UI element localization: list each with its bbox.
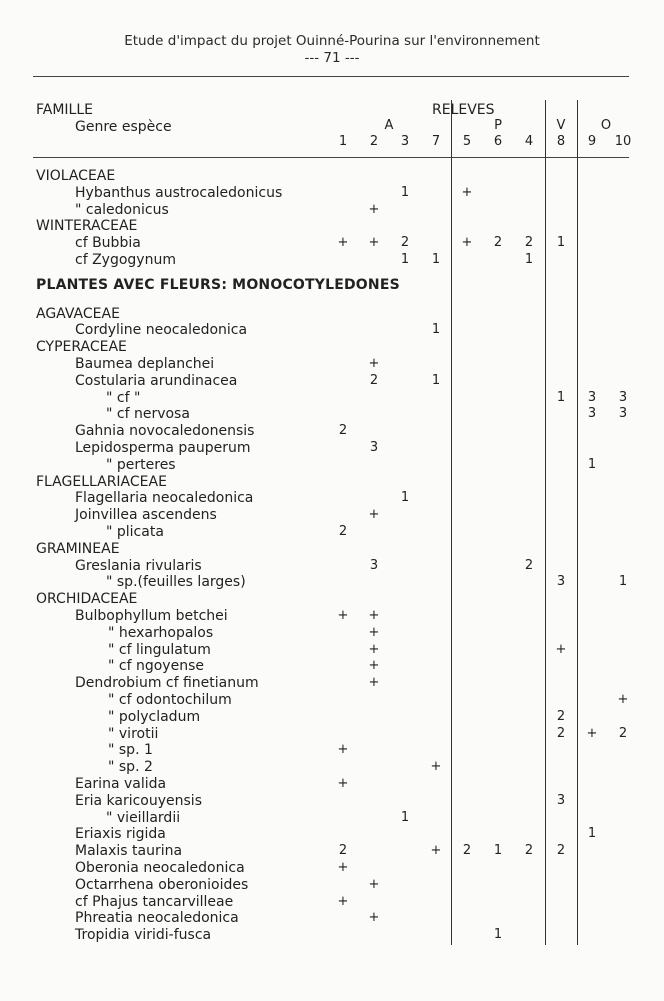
cell-value: 1	[400, 252, 410, 267]
column-divider	[451, 100, 452, 945]
cell-value: +	[430, 759, 442, 775]
column-number: 4	[524, 134, 534, 149]
species-name: " sp.(feuilles larges)	[106, 574, 246, 591]
cell-value: 2	[338, 843, 348, 859]
species-name: Earina valida	[75, 776, 167, 792]
cell-value: +	[337, 608, 349, 623]
cell-value: +	[586, 725, 598, 741]
cell-value: 1	[400, 184, 410, 200]
cell-value: 1	[556, 389, 566, 405]
cell-value: 2	[524, 843, 534, 859]
species-name: Lepidosperma pauperum	[75, 440, 251, 456]
cell-value: +	[337, 742, 349, 758]
cell-value: +	[461, 235, 473, 251]
cell-value: 1	[431, 322, 441, 338]
species-name: cf Phajus tancarvilleae	[75, 893, 234, 910]
cell-value: 1	[431, 372, 441, 388]
column-number: 6	[493, 134, 503, 149]
species-name: " cf "	[106, 389, 141, 406]
cell-value: 1	[400, 490, 410, 506]
species-name: " cf lingulatum	[108, 641, 211, 658]
genre-espece-heading: Genre espèce	[75, 119, 172, 135]
cell-value: +	[555, 641, 567, 657]
species-name: Octarrhena oberonioides	[75, 876, 249, 893]
column-number: 2	[369, 134, 379, 149]
cell-value: 1	[587, 456, 597, 472]
species-name: Phreatia neocaledonica	[75, 910, 239, 927]
cell-value: 2	[556, 708, 566, 724]
species-name: " sp. 1	[108, 742, 153, 759]
cell-value: +	[368, 876, 380, 892]
cell-value: 3	[587, 406, 597, 422]
cell-value: +	[368, 608, 380, 623]
species-name: Costularia arundinacea	[75, 372, 238, 389]
column-number: 5	[462, 134, 472, 149]
cell-value: 2	[462, 843, 472, 859]
cell-value: 3	[618, 406, 628, 422]
cell-value: 3	[369, 557, 379, 573]
cell-value: 3	[556, 792, 566, 808]
cell-value: 2	[369, 372, 379, 388]
species-name: Joinvillea ascendens	[75, 507, 217, 524]
cell-value: 2	[618, 725, 628, 741]
species-name: Hybanthus austrocaledonicus	[75, 184, 283, 201]
species-name: cf Bubbia	[75, 235, 141, 252]
cell-value: 2	[556, 843, 566, 859]
species-name: " vieillardii	[106, 809, 181, 826]
species-name: " plicata	[106, 524, 164, 540]
column-number: 10	[614, 134, 632, 149]
family-name: GRAMINEAE	[36, 540, 120, 557]
family-name: WINTERACEAE	[36, 218, 138, 235]
species-name: Flagellaria neocaledonica	[75, 490, 254, 507]
cell-value: 3	[369, 440, 379, 455]
cell-value: +	[337, 893, 349, 909]
column-number: 1	[338, 134, 348, 149]
group-label: O	[600, 118, 612, 133]
cell-value: +	[368, 658, 380, 674]
famille-heading: FAMILLE	[36, 102, 93, 118]
column-number: 9	[587, 134, 597, 149]
cell-value: 3	[587, 389, 597, 405]
cell-value: 1	[431, 252, 441, 267]
species-name: " cf odontochilum	[108, 692, 232, 708]
species-name: Dendrobium cf finetianum	[75, 675, 259, 692]
cell-value: 2	[338, 423, 348, 439]
cell-value: +	[368, 675, 380, 691]
cell-value: +	[617, 692, 629, 707]
column-divider	[577, 100, 578, 945]
cell-value: 1	[587, 826, 597, 842]
family-name: ORCHIDACEAE	[36, 591, 138, 608]
species-name: Baumea deplanchei	[75, 356, 215, 372]
cell-value: 3	[618, 389, 628, 405]
cell-value: +	[430, 843, 442, 859]
cell-value: 3	[556, 574, 566, 590]
cell-value: +	[368, 624, 380, 640]
document-title: Etude d'impact du projet Ouinné-Pourina sur l'environnement	[124, 33, 540, 49]
column-number: 8	[556, 134, 566, 149]
cell-value: 1	[556, 235, 566, 251]
species-name: " cf ngoyense	[108, 658, 204, 675]
page-number: --- 71 ---	[304, 50, 360, 66]
cell-value: +	[368, 910, 380, 926]
species-name: " polycladum	[108, 708, 201, 725]
family-name: CYPERACEAE	[36, 339, 127, 356]
cell-value: +	[337, 860, 349, 875]
species-name: Cordyline neocaledonica	[75, 322, 248, 339]
species-name: Greslania rivularis	[75, 557, 202, 574]
species-name: Eria karicouyensis	[75, 792, 202, 809]
species-name: " perteres	[106, 456, 176, 473]
cell-value: 1	[400, 809, 410, 825]
species-name: " cf nervosa	[106, 406, 190, 423]
family-name: AGAVACEAE	[36, 305, 120, 322]
cell-value: +	[368, 507, 380, 523]
cell-value: 1	[524, 252, 534, 267]
species-name: " hexarhopalos	[108, 624, 214, 641]
group-label: A	[384, 118, 394, 133]
cell-value: 2	[556, 725, 566, 741]
cell-value: 2	[524, 235, 534, 251]
cell-value: +	[337, 776, 349, 791]
group-label: P	[494, 118, 502, 133]
species-name: Malaxis taurina	[75, 843, 183, 860]
species-name: Bulbophyllum betchei	[75, 608, 228, 624]
cell-value: +	[368, 356, 380, 371]
species-name: " caledonicus	[75, 201, 169, 218]
family-name: VIOLACEAE	[36, 168, 116, 184]
cell-value: +	[368, 641, 380, 657]
cell-value: 2	[400, 235, 410, 251]
cell-value: 1	[618, 574, 628, 590]
species-name: " sp. 2	[108, 759, 153, 776]
column-number: 7	[431, 134, 441, 149]
species-name: Eriaxis rigida	[75, 826, 166, 843]
species-name: cf Zygogynum	[75, 252, 176, 268]
releves-heading: RELEVES	[432, 102, 495, 118]
cell-value: 2	[338, 524, 348, 539]
species-name: " virotii	[108, 725, 159, 742]
cell-value: 2	[524, 557, 534, 573]
cell-value: +	[337, 235, 349, 251]
group-label: V	[556, 118, 566, 133]
cell-value: +	[368, 201, 380, 217]
species-name: Oberonia neocaledonica	[75, 860, 245, 876]
species-name: Gahnia novocaledonensis	[75, 423, 255, 440]
cell-value: 1	[493, 843, 503, 859]
cell-value: 1	[493, 927, 503, 943]
column-number: 3	[400, 134, 410, 149]
table-header-rule	[33, 157, 629, 158]
cell-value: 2	[493, 235, 503, 251]
header-rule	[33, 76, 629, 77]
section-heading: PLANTES AVEC FLEURS: MONOCOTYLEDONES	[36, 276, 400, 293]
species-name: Tropidia viridi-fusca	[75, 927, 212, 944]
cell-value: +	[461, 184, 473, 200]
column-divider	[545, 100, 546, 945]
family-name: FLAGELLARIACEAE	[36, 473, 167, 490]
cell-value: +	[368, 235, 380, 251]
